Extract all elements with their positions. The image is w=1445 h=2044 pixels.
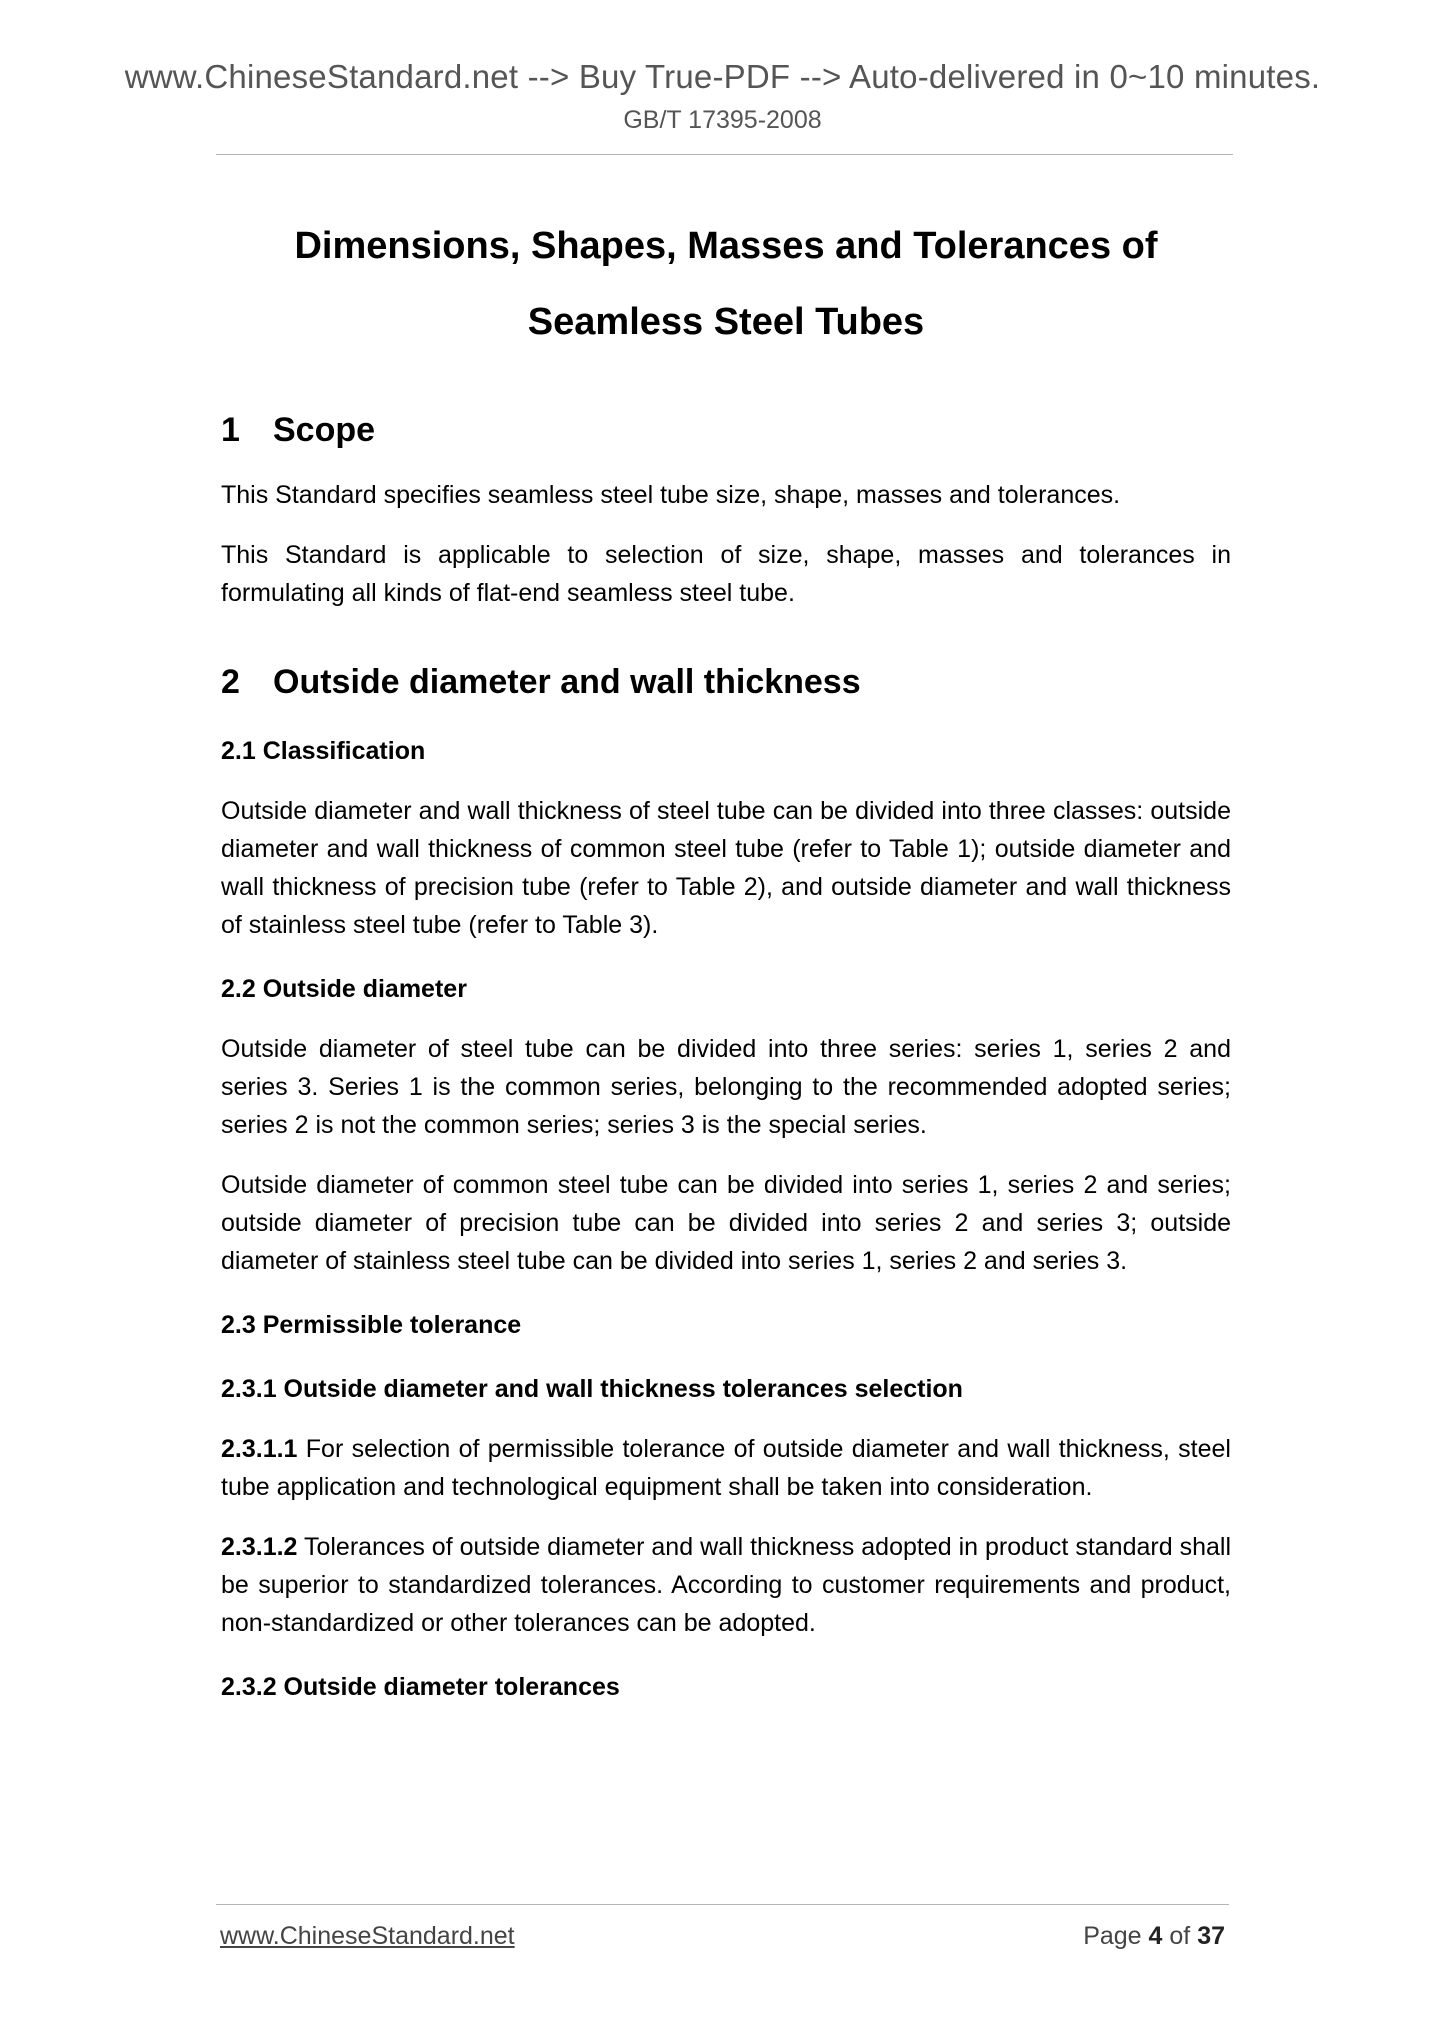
footer-divider — [216, 1904, 1229, 1905]
clause-2-3-1-2-text: Tolerances of outside diameter and wall thickness adopted in product standard shall be superior to standardized tolerances. According to customer requirements and product, non-standardized or other tolerances can be adopted. — [221, 1533, 1231, 1637]
subsection-2-2-heading: 2.2 Outside diameter — [221, 975, 467, 1003]
document-body — [221, 208, 1231, 1706]
clause-2-3-1-1-text: For selection of permissible tolerance of outside diameter and wall thickness, steel tube application and technological equipment shall be taken into consideration. — [221, 1435, 1231, 1501]
page-of: of — [1162, 1922, 1198, 1950]
clause-2-3-1-2-number: 2.3.1.2 — [221, 1533, 298, 1561]
subsection-2-3-2-heading: 2.3.2 Outside diameter tolerances — [221, 1673, 620, 1701]
section-2-title: Outside diameter and wall thickness — [273, 663, 861, 701]
document-title — [221, 208, 1231, 360]
section-2-heading — [221, 658, 1231, 706]
section-2-number: 2 — [221, 663, 240, 701]
outside-diameter-paragraph-2: Outside diameter of common steel tube can be divided into series 1, series 2 and series; outside diameter of precision tube can be divided into series 2 and series 3; outside diameter of stainless steel tube can be divided into series 1, series 2 and series 3. — [221, 1171, 1231, 1275]
page-total: 37 — [1197, 1922, 1225, 1950]
page-current: 4 — [1148, 1922, 1163, 1950]
section-1-number: 1 — [221, 411, 240, 449]
page-number — [1083, 1922, 1225, 1951]
subsection-2-3-1-heading: 2.3.1 Outside diameter and wall thickness tolerances selection — [221, 1375, 963, 1403]
page-prefix: Page — [1083, 1922, 1149, 1950]
clause-2-3-1-1 — [221, 1430, 1231, 1506]
section-1-heading — [221, 406, 1231, 454]
header-banner: www.ChineseStandard.net --> Buy True-PDF --> Auto-delivered in 0~10 minutes. — [124, 58, 1321, 95]
section-1-title: Scope — [273, 411, 376, 449]
standard-code: GB/T 17395-2008 — [623, 106, 822, 134]
clause-2-3-1-2 — [221, 1528, 1231, 1642]
clause-2-3-1-1-number: 2.3.1.1 — [221, 1435, 298, 1463]
classification-paragraph: Outside diameter and wall thickness of steel tube can be divided into three classes: outside diameter and wall thickness of common steel tube (refer to Table 1); outside diameter and wall thickness of precision tube (refer to Table 2), and outside diameter and wall thickness of stainless steel tube (refer to Table 3). — [221, 797, 1231, 939]
scope-paragraph-1: This Standard specifies seamless steel tube size, shape, masses and tolerances. — [221, 481, 1121, 509]
header-divider — [216, 154, 1233, 155]
title-line-2: Seamless Steel Tubes — [527, 301, 925, 343]
footer-website-link[interactable]: www.ChineseStandard.net — [220, 1922, 515, 1950]
title-line-1: Dimensions, Shapes, Masses and Tolerances of — [294, 225, 1158, 267]
scope-paragraph-2: This Standard is applicable to selection of size, shape, masses and tolerances in formulating all kinds of flat-end seamless steel tube. — [221, 541, 1231, 607]
subsection-2-1-heading: 2.1 Classification — [221, 737, 426, 765]
outside-diameter-paragraph-1: Outside diameter of steel tube can be divided into three series: series 1, series 2 and series 3. Series 1 is the common series, belonging to the recommended adopted series; series 2 is not the common series; series 3 is the special series. — [221, 1035, 1231, 1139]
subsection-2-3-heading: 2.3 Permissible tolerance — [221, 1311, 522, 1339]
